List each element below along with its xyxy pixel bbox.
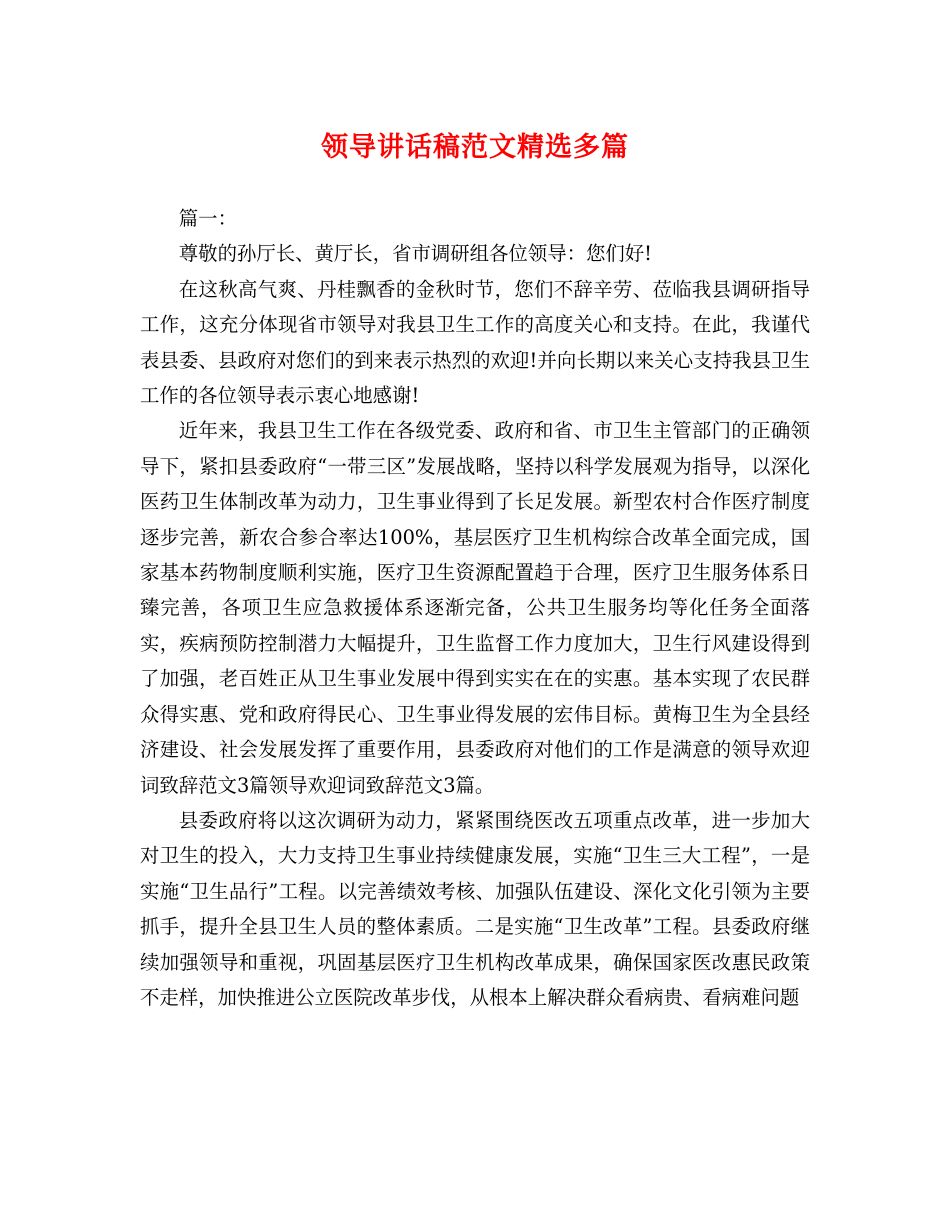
paragraph-section-label: 篇一： [178,207,237,230]
paragraph-welcome: 在这秋高气爽、丹桂飘香的金秋时节，您们不辞辛劳、莅临我县调研指导工作，这充分体现省市领导对我县卫生工作的高度关心和支持。在此，我谨代表县委、县政府对您们的到来表示热烈的欢迎!并向长期以来关心支持我县卫生工作的各位领导表示衷心地感谢! [140,277,810,408]
document-body [140,201,810,1015]
paragraph-greeting: 尊敬的孙厅长、黄厅长，省市调研组各位领导：您们好! [178,242,652,266]
paragraph-plans: 县委政府将以这次调研为动力，紧紧围绕医改五项重点改革，进一步加大对卫生的投入，大力支持卫生事业持续健康发展，实施“卫生三大工程”，一是实施“卫生品行”工程。以完善绩效考核、加强队伍建设、深化文化引领为主要抓手，提升全县卫生人员的整体素质。二是实施“卫生改革”工程。县委政府继续加强领导和重视，巩固基层医疗卫生机构改革成果，确保国家医改惠民政策不走样，加快推进公立医院改革步伐，从根本上解决群众看病贵、看病难问题 [140,808,810,1009]
document-title: 领导讲话稿范文精选多篇 [321,132,629,163]
paragraph-achievements: 近年来，我县卫生工作在各级党委、政府和省、市卫生主管部门的正确领导下，紧扣县委政府“一带三区”发展战略，坚持以科学发展观为指导，以深化医药卫生体制改革为动力，卫生事业得到了长足发展。新型农村合作医疗制度逐步完善，新农合参合率达100%，基层医疗卫生机构综合改革全面完成，国家基本药物制度顺利实施，医疗卫生资源配置趋于合理，医疗卫生服务体系日臻完善，各项卫生应急救援体系逐渐完备，公共卫生服务均等化任务全面落实，疾病预防控制潜力大幅提升，卫生监督工作力度加大，卫生行风建设得到了加强，老百姓正从卫生事业发展中得到实实在在的实惠。基本实现了农民群众得实惠、党和政府得民心、卫生事业得发展的宏伟目标。黄梅卫生为全县经济建设、社会发展发挥了重要作用，县委政府对他们的工作是满意的领导欢迎词致辞范文3篇领导欢迎词致辞范文3篇。 [140,419,810,797]
